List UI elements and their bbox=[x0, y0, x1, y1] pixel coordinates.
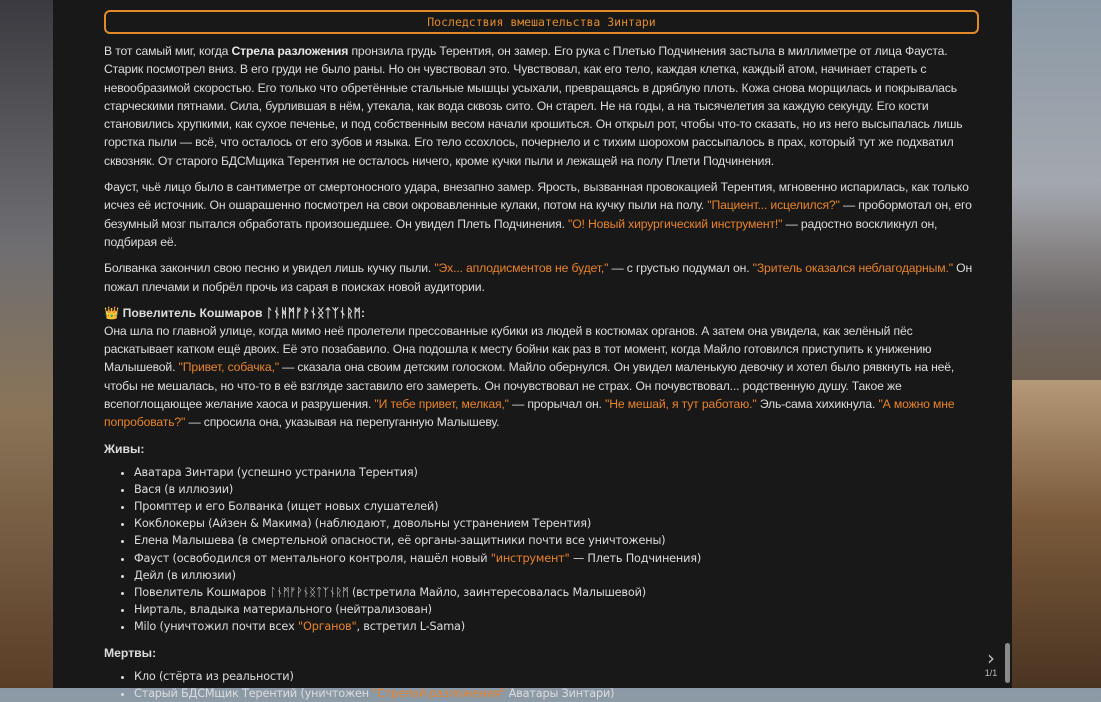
list-item bbox=[134, 498, 979, 515]
quote: "Стрелой разложения" bbox=[372, 686, 506, 700]
text: , встретил L-Sama) bbox=[356, 620, 465, 634]
list-item bbox=[134, 532, 979, 549]
quote: "Привет, собачка," bbox=[178, 360, 279, 375]
background-left bbox=[0, 0, 53, 688]
list-item bbox=[134, 481, 979, 498]
paragraph bbox=[104, 322, 979, 432]
list-item bbox=[134, 601, 979, 618]
quote: "О! Новый хирургический инструмент!" bbox=[568, 216, 783, 231]
list-item bbox=[134, 567, 979, 584]
list-item bbox=[134, 584, 979, 601]
text: — пробормотал он, его безумный мозг пытался обработать произошедшее. Он увидел Плеть Подчинения. bbox=[104, 198, 972, 231]
text: — спросила она, указывая на перепуганную Малышеву. bbox=[185, 415, 500, 430]
text: Аватары Зинтари) bbox=[505, 686, 615, 700]
section-title-box bbox=[104, 10, 979, 34]
paragraph bbox=[104, 42, 979, 170]
text: Елена Малышева (в смертельной опасности, её органы-защитники почти все уничтожены) bbox=[134, 534, 666, 548]
text: Кокблокеры (Айзен & Макима) (наблюдают, довольны устранением Терентия) bbox=[134, 517, 592, 531]
text: — Плеть Подчинения) bbox=[569, 551, 702, 565]
text: Повелитель Кошмаров ᛚᚾᛗᚠᚹᚾᛝᛏᛉᚾᚱᛗ (встретила Майло, заинтересовалась Малышевой) bbox=[134, 586, 646, 600]
text: Болванка закончил свою песню и увидел лишь кучку пыли. bbox=[104, 261, 435, 276]
text: Аватара Зинтари (успешно устранила Терентия) bbox=[134, 465, 418, 479]
heading-text: Повелитель Кошмаров ᛚᚾᚻᛗᚠᚹᚾᛝᛏᛉᚾᚱᛗ: bbox=[122, 305, 366, 320]
list-item bbox=[134, 618, 979, 635]
text: Вася (в иллюзии) bbox=[134, 482, 234, 496]
quote: "Органов" bbox=[298, 620, 357, 634]
alive-list bbox=[104, 464, 979, 636]
text: Эль-сама хихикнула. bbox=[756, 397, 879, 412]
text: Он пожал плечами и побрёл прочь из сарая в поисках новой аудитории. bbox=[104, 261, 973, 294]
text: — прорычал он. bbox=[508, 397, 606, 412]
page-count: 1/1 bbox=[984, 668, 998, 678]
message-panel bbox=[53, 0, 1012, 700]
text: Она шла по главной улице, когда мимо неё пролетели прессованные кубики из людей в костюмах органов. А затем она увидела, как зелёный пёс раскатывает катком ещё двоих. Её это позабавило. Она подошла к месту бойни как раз в тот момент, когда Майло готовился приступить к унижению Малышевой. bbox=[104, 323, 932, 375]
list-item bbox=[134, 515, 979, 532]
text: Milo (уничтожил почти всех bbox=[134, 620, 299, 634]
paragraph bbox=[104, 259, 979, 296]
text: — сказала она своим детским голоском. Майло обернулся. Он увидел маленькую девочку и хотел было рявкнуть на неё, чтобы не мешалась, но что-то в её взгляде заставило его замереть. Он почувствовал не страх. Он почувствовал... родственную душу. Такое же всепоглощающее желание хаоса и разрушения. bbox=[104, 360, 955, 412]
text: — радостно воскликнул он, подбирая её. bbox=[104, 216, 938, 249]
list-item bbox=[134, 668, 979, 685]
text: Фауст, чьё лицо было в сантиметре от смертоносного удара, внезапно замер. Ярость, вызванная провокацией Терентия, мгновенно испарилась, как только исчез её источник. Он ошарашенно посмотрел на свои окровавленные кулаки, потом на кучку пыли на полу. bbox=[104, 180, 969, 213]
text: Старый БДСМщик Терентий (уничтожен bbox=[134, 686, 373, 700]
background-ruins bbox=[1011, 180, 1101, 380]
dead-list bbox=[104, 668, 979, 702]
text: Фауст (освободился от ментального контроля, нашёл новый bbox=[134, 551, 491, 565]
list-item bbox=[134, 550, 979, 567]
text: Промптер и его Болванка (ищет новых слушателей) bbox=[134, 500, 439, 514]
quote: "Эх... аплодисментов не будет," bbox=[434, 261, 609, 276]
text: пронзила грудь Терентия, он замер. Его рука с Плетью Подчинения застыла в миллиметре от лица Фауста. Старик посмотрел вниз. В его груди не было раны. Но он чувствовал это. Чувствовал, как его тело, каждая клетка, каждый атом, начинает стареть с невообразимой скоростью. Его только что обретённые стальные мышцы усыхали, превращаясь в дряблую плоть. Кожа снова морщилась и покрывалась старческими пятнами. Сила, бурлившая в нём, утекала, как вода сквозь сито. Он старел. Не на годы, а на тысячелетия за каждую секунду. Его кости становились хрупкими, как сухое печенье, и под собственным весом начали крошиться. Он открыл рот, чтобы что-то сказать, но из него высыпалась лишь горстка пыли — всё, что осталось от его зубов и языка. Его тело ссохлось, почернело и с тихим шорохом рассыпалось в прах, который тут же подхватил сквозняк. От старого БДСМщика Терентия не осталось ничего, кроме кучки пыли и лежащей на полу Плети Подчинения. bbox=[104, 44, 963, 168]
quote: "Зритель оказался неблагодарным." bbox=[752, 261, 953, 276]
list-item bbox=[134, 464, 979, 481]
quote: "инструмент" bbox=[490, 551, 570, 565]
text: — с грустью подумал он. bbox=[608, 261, 753, 276]
text: Нирталь, владыка материального (нейтрализован) bbox=[134, 603, 432, 617]
chevron-right-icon[interactable]: › bbox=[987, 646, 995, 670]
message-content bbox=[104, 0, 979, 702]
dead-heading: Мертвы: bbox=[104, 645, 157, 660]
section-title: Последствия вмешательства Зинтари bbox=[427, 15, 656, 29]
quote: "А можно мне попробовать?" bbox=[104, 397, 955, 430]
crown-icon: 👑 bbox=[104, 305, 120, 320]
text: Дейл (в иллюзии) bbox=[134, 568, 236, 582]
text: Кло (стёрта из реальности) bbox=[134, 669, 294, 683]
list-item bbox=[134, 685, 979, 702]
paragraph bbox=[104, 178, 979, 251]
bold-text: Стрела разложения bbox=[231, 44, 349, 58]
quote: "Не мешай, я тут работаю." bbox=[605, 397, 757, 412]
alive-heading: Живы: bbox=[104, 441, 145, 456]
nightmare-lord-heading bbox=[104, 304, 979, 322]
quote: "И тебе привет, мелкая," bbox=[374, 397, 509, 412]
text: В тот самый миг, когда bbox=[104, 44, 232, 58]
pager bbox=[981, 648, 1001, 678]
scrollbar-thumb[interactable] bbox=[1005, 643, 1010, 683]
quote: "Пациент... исцелился?" bbox=[707, 198, 840, 213]
